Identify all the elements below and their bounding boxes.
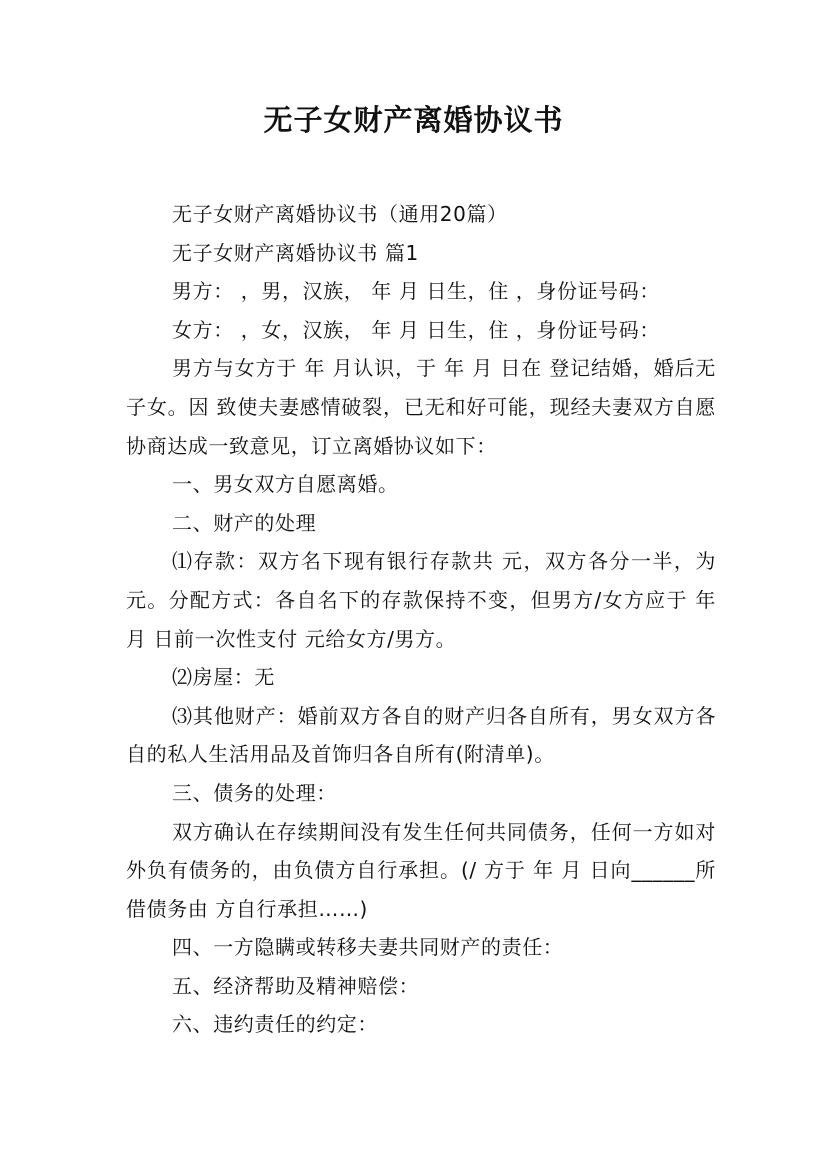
paragraph-female-party: 女方： ，女，汉族， 年 月 日生，住 ，身份证号码：: [172, 317, 660, 342]
paragraph-clause-4: 四、一方隐瞒或转移夫妻共同财产的责任：: [172, 935, 564, 960]
paragraph-clause-2: 二、财产的处理: [172, 510, 317, 535]
paragraph-house: ⑵房屋：无: [172, 665, 275, 690]
paragraph-subtitle: 无子女财产离婚协议书（通用20篇）: [172, 202, 508, 226]
document-title: 无子女财产离婚协议书: [263, 103, 564, 137]
paragraph-deposits: ⑴存款：双方名下现有银行存款共 元，双方各分一半，为 元。分配方式：各自名下的存款保持不变，但男方/女方应于 年 月 日前一次性支付 元给女方/男方。: [126, 549, 723, 651]
paragraph-clause-6: 六、违约责任的约定：: [172, 1012, 378, 1037]
paragraph-debts: 双方确认在存续期间没有发生任何共同债务，任何一方如对外负有债务的，由负债方自行承担。(/ 方于 年 月 日向______所借债务由 方自行承担……): [126, 819, 716, 921]
paragraph-other-property: ⑶其他财产：婚前双方各自的财产归各自所有，男女双方各自的私人生活用品及首饰归各自所有(附清单)。: [126, 703, 716, 767]
document-body: [126, 195, 723, 1044]
paragraph-clause-3: 三、债务的处理：: [172, 780, 337, 805]
paragraph-clause-5: 五、经济帮助及精神赔偿：: [172, 973, 420, 998]
paragraph-background: 男方与女方于 年 月认识，于 年 月 日在 登记结婚，婚后无子女。因 致使夫妻感情破裂，已无和好可能，现经夫妻双方自愿协商达成一致意见，订立离婚协议如下：: [126, 356, 716, 458]
paragraph-male-party: 男方： ，男，汉族， 年 月 日生，住 ，身份证号码：: [172, 279, 660, 304]
paragraph-clause-1: 一、男女双方自愿离婚。: [172, 472, 399, 497]
paragraph-section-heading: 无子女财产离婚协议书 篇1: [172, 240, 419, 265]
